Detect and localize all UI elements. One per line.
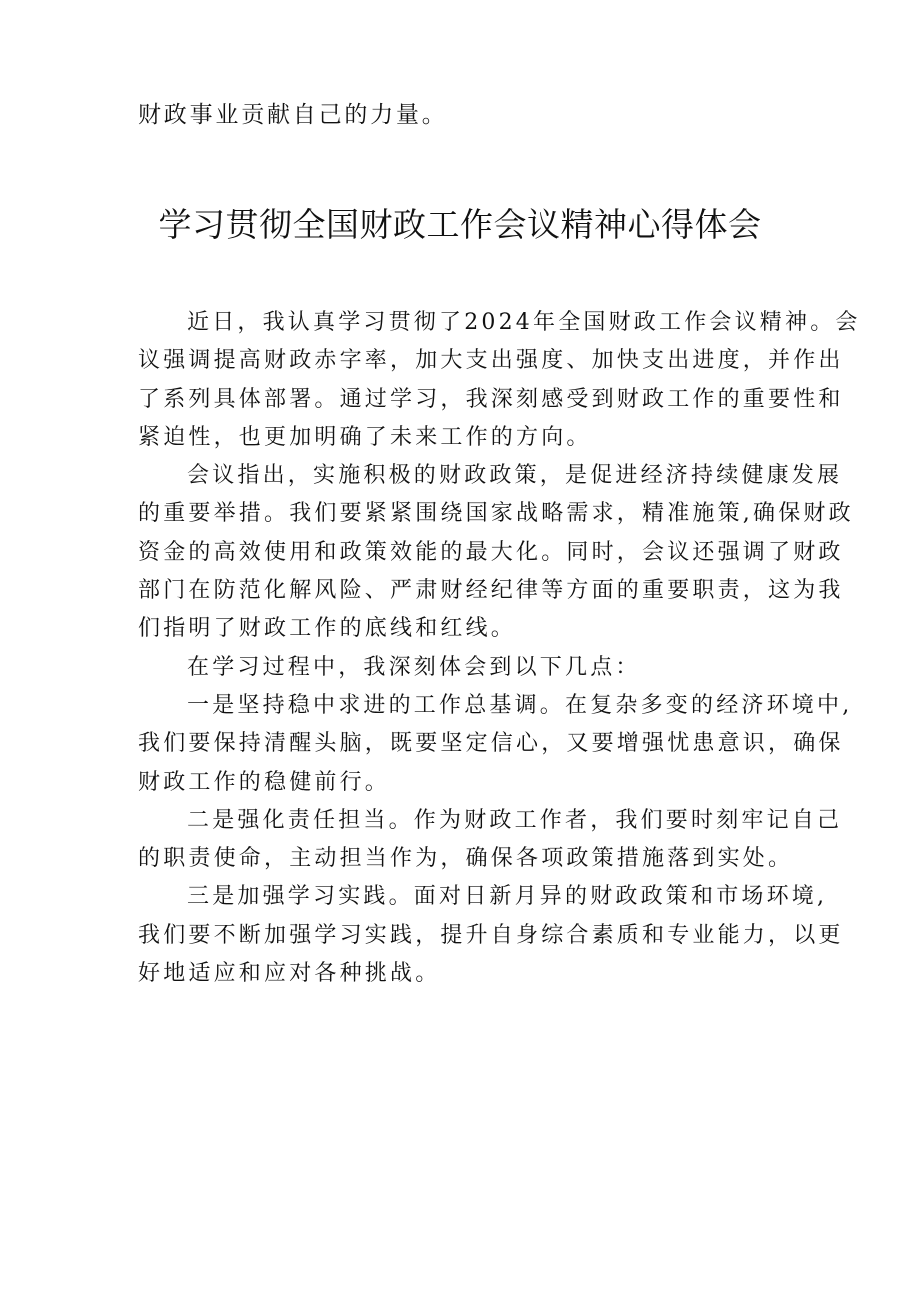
text-line: 会议指出，实施积极的财政政策，是促进经济持续健康发展: [187, 463, 843, 489]
text-line: 的职责使命，主动担当作为，确保各项政策措施落到实处。: [138, 846, 794, 872]
paragraph-4: [138, 687, 853, 802]
text-line: 二是强化责任担当。作为财政工作者，我们要时刻牢记自己: [187, 807, 843, 833]
text-line: 一是坚持稳中求进的工作总基调。在复杂多变的经济环境中,: [187, 692, 853, 718]
text-line: 紧迫性，也更加明确了未来工作的方向。: [138, 424, 592, 450]
text-line: 我们要不断加强学习实践，提升自身综合素质和专业能力，以更: [138, 922, 844, 948]
paragraph-5: [138, 802, 843, 879]
paragraph-1: [138, 304, 861, 457]
text-line: 在学习过程中，我深刻体会到以下几点：: [187, 654, 641, 680]
carry-over-line: 财政事业贡献自己的力量。: [138, 102, 448, 128]
text-line: 三是加强学习实践。面对日新月异的财政政策和市场环境,: [187, 884, 828, 910]
document-title: 学习贯彻全国财政工作会议精神心得体会: [158, 205, 762, 244]
text-line: 我们要保持清醒头脑，既要坚定信心，又要增强忧患意识，确保: [138, 731, 844, 757]
text-line: 部门在防范化解风险、严肃财经纪律等方面的重要职责，这为我: [138, 578, 844, 604]
document-body: [138, 304, 861, 993]
paragraph-3: [138, 649, 793, 687]
paragraph-6: [138, 878, 844, 993]
text-line: 好地适应和应对各种挑战。: [138, 961, 441, 987]
text-line: 资金的高效使用和政策效能的最大化。同时，会议还强调了财政: [138, 539, 844, 565]
text-line: 了系列具体部署。通过学习，我深刻感受到财政工作的重要性和: [138, 386, 844, 412]
text-line: 们指明了财政工作的底线和红线。: [138, 616, 517, 642]
paragraph-2: [138, 457, 854, 648]
text-line: 议强调提高财政赤字率，加大支出强度、加快支出进度，并作出: [138, 348, 844, 374]
text-line: 财政工作的稳健前行。: [138, 769, 391, 795]
text-line: 的重要举措。我们要紧紧围绕国家战略需求，精准施策,确保财政: [138, 501, 854, 527]
text-line: 近日，我认真学习贯彻了2024年全国财政工作会议精神。会: [187, 310, 861, 335]
